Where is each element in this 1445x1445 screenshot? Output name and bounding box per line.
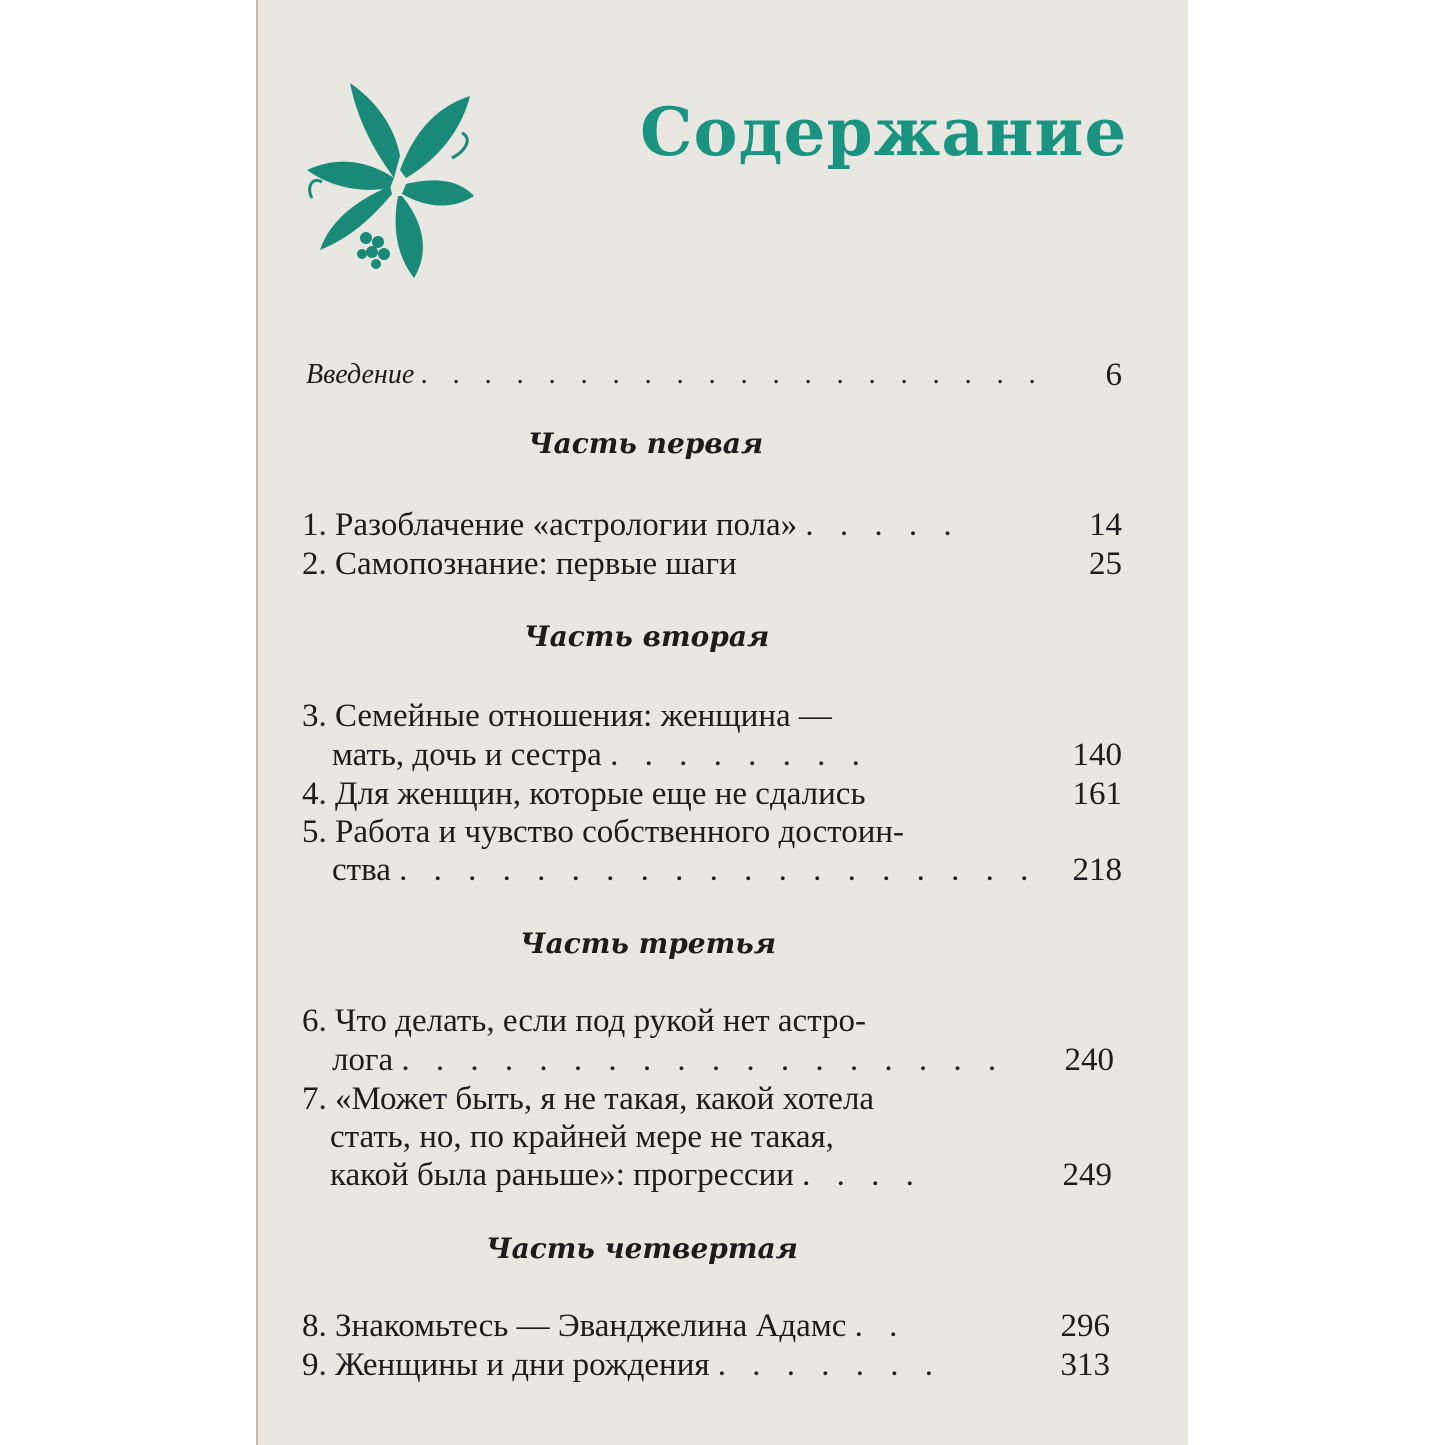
toc-page-number: 161 [1072, 776, 1122, 812]
dot-leader: . . . . [802, 1157, 923, 1193]
toc-entry-7-line-2: стать, но, по крайней мере не такая, [330, 1119, 834, 1155]
toc-entry-5-line-1: 5. Работа и чувство собственного достоин- [302, 814, 905, 850]
toc-entry-6-line-1: 6. Что делать, если под рукой нет астро- [302, 1003, 867, 1039]
page-title: Содержание [640, 93, 1128, 171]
toc-page-number: 240 [1064, 1042, 1114, 1078]
part-heading-1: Часть первая [528, 427, 764, 460]
toc-page-number: 6 [1105, 357, 1122, 393]
toc-entry-2 [302, 545, 737, 583]
dot-leader: . . . . . . . . . . . . . . . . . . [401, 1042, 1006, 1078]
toc-entry-intro [306, 356, 1045, 394]
toc-page-number: 14 [1089, 507, 1122, 543]
toc-entry-title: мать, дочь и сестра [332, 737, 602, 773]
toc-entry-title: 2. Самопознание: первые шаги [302, 546, 737, 582]
toc-entry-7-line-3 [330, 1156, 923, 1194]
dot-leader: . . . . . . . . [610, 737, 869, 773]
dot-leader: . . . . . [805, 507, 961, 543]
toc-entry-9 [302, 1346, 942, 1384]
leaf-branch-icon [302, 78, 477, 283]
toc-entry-title: 4. Для женщин, которые еще не сдались [302, 776, 866, 812]
toc-entry-5-line-2 [332, 851, 1037, 889]
dot-leader: . . [854, 1308, 907, 1344]
toc-page-number: 313 [1060, 1347, 1110, 1383]
toc-entry-8 [302, 1307, 906, 1345]
toc-entry-title: 1. Разоблачение «астрологии пола» [302, 507, 798, 543]
toc-entry-1 [302, 506, 961, 544]
toc-entry-title: Введение [306, 359, 415, 390]
toc-page-number: 140 [1072, 737, 1122, 773]
toc-entry-title: какой была раньше»: прогрессии [330, 1157, 794, 1193]
toc-page-number: 249 [1062, 1157, 1112, 1193]
toc-entry-4 [302, 775, 866, 813]
part-heading-4: Часть четвертая [486, 1232, 798, 1265]
part-heading-2: Часть вторая [524, 620, 770, 653]
part-heading-3: Часть третья [520, 927, 777, 960]
toc-entry-3-line-1: 3. Семейные отношения: женщина — [302, 698, 832, 734]
dot-leader: . . . . . . . . . . . . . . . . . . . . [421, 359, 1046, 390]
dot-leader: . . . . . . . . . . . . . . . . . . . [399, 852, 1038, 888]
toc-page-number: 218 [1072, 852, 1122, 888]
toc-entry-title: лога [332, 1042, 394, 1078]
toc-entry-title: ства [332, 852, 391, 888]
toc-entry-title: 9. Женщины и дни рождения [302, 1347, 710, 1383]
toc-page-number: 25 [1089, 546, 1122, 582]
dot-leader: . . . . . . . [717, 1347, 943, 1383]
toc-entry-3-line-2 [332, 736, 869, 774]
toc-entry-7-line-1: 7. «Может быть, я не такая, какой хотела [302, 1081, 875, 1117]
toc-entry-title: 8. Знакомьтесь — Эванджелина Адамс [302, 1308, 847, 1344]
toc-entry-6-line-2 [332, 1041, 1005, 1079]
toc-page-number: 296 [1060, 1308, 1110, 1344]
